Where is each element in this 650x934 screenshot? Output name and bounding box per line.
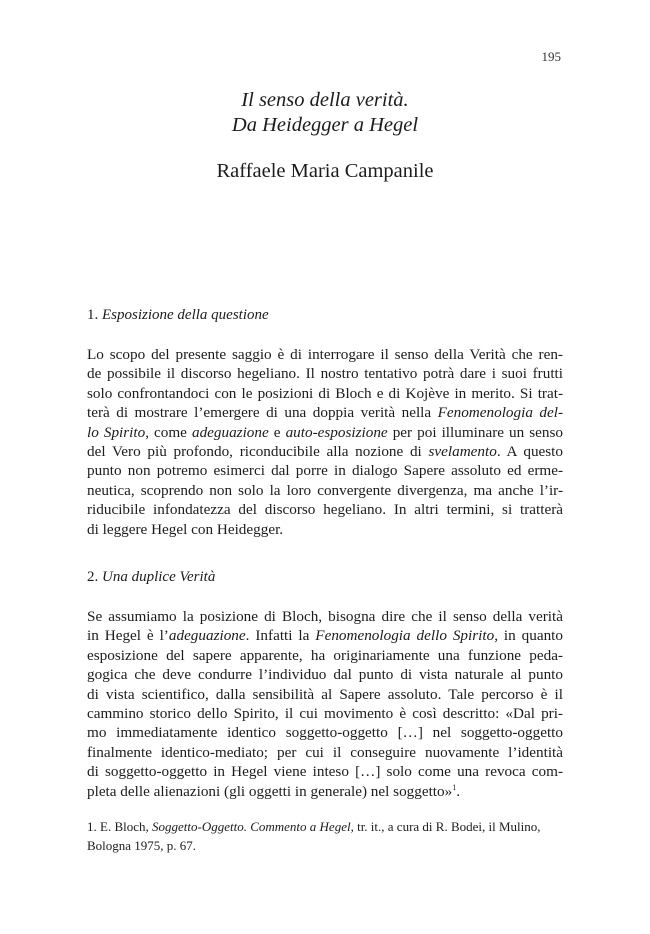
text-line: di soggetto-oggetto in Hegel viene inteso […] solo come una revoca com- bbox=[87, 763, 563, 781]
author: Raffaele Maria Campanile bbox=[216, 160, 434, 182]
section-2-paragraph bbox=[87, 607, 563, 801]
footnote bbox=[87, 817, 563, 855]
text-line: neutica, scoprendo non solo la loro convergente divergenza, ma anche l’ir- bbox=[87, 481, 563, 499]
page-number: 195 bbox=[541, 49, 561, 64]
text-line: punto non potremo esimerci dal porre in dialogo Sapere assoluto ed erme- bbox=[87, 462, 563, 480]
title-block bbox=[0, 88, 650, 184]
section-1-number: 1. bbox=[87, 307, 99, 323]
section-2-number: 2. bbox=[87, 569, 99, 585]
text-line: in Hegel è l’adeguazione. Infatti la Fenomenologia dello Spirito, in quanto bbox=[87, 627, 563, 645]
footnote-ref: 1 bbox=[452, 782, 457, 792]
footnote-line-1: 1. E. Bloch, Soggetto-Oggetto. Commento a Hegel, tr. it., a cura di R. Bodei, il Mulino, bbox=[87, 819, 541, 834]
section-2-heading bbox=[87, 567, 563, 587]
text-line: finalmente identico-mediato; per cui il conseguire nuovamente l’identità bbox=[87, 743, 563, 761]
text-line: riducibile infondatezza del discorso hegeliano. In altri termini, si tratterà bbox=[87, 501, 563, 519]
text-line: di leggere Hegel con Heidegger. bbox=[87, 520, 284, 538]
section-2-title: Una duplice Verità bbox=[102, 569, 216, 585]
section-2 bbox=[87, 567, 563, 801]
text-line: mo immediatamente identico soggetto-oggetto […] nel soggetto-oggetto bbox=[87, 724, 563, 742]
title-line-2: Da Heidegger a Hegel bbox=[231, 114, 419, 136]
text-line: solo confrontandoci con le posizioni di Bloch e di Kojève in merito. Si trat- bbox=[87, 384, 563, 402]
section-1-title: Esposizione della questione bbox=[102, 307, 269, 323]
text-line: cammino storico dello Spirito, il cui movimento è così descritto: «Dal pri- bbox=[87, 705, 563, 723]
section-1 bbox=[87, 305, 563, 539]
footnote-line-2: Bologna 1975, p. 67. bbox=[87, 838, 197, 853]
text-line: pleta delle alienazioni (gli oggetti in generale) nel soggetto»$^1$. bbox=[87, 782, 461, 800]
section-1-heading bbox=[87, 305, 563, 325]
text-line: terà di mostrare l’emergere di una doppia verità nella Fenomenologia del- bbox=[87, 404, 563, 422]
text-line: Lo scopo del presente saggio è di interrogare il senso della Verità che ren- bbox=[87, 346, 563, 363]
text-line: esposizione del sapere apparente, ha originariamente una funzione peda- bbox=[87, 646, 563, 664]
text-line: gogica che deve condurre l’individuo dal punto di vista naturale al punto bbox=[87, 666, 563, 684]
text-line: de possibile il discorso hegeliano. Il nostro tentativo potrà dare i suoi frutti bbox=[87, 365, 563, 383]
title-line-1: Il senso della verità. bbox=[241, 89, 409, 111]
text-line: Se assumiamo la posizione di Bloch, bisogna dire che il senso della verità bbox=[87, 608, 563, 625]
section-1-paragraph bbox=[87, 345, 563, 539]
text-line: di vista scientifico, dalla sensibilità al Sapere assoluto. Tale percorso è il bbox=[87, 685, 563, 703]
text-line: lo Spirito, come adeguazione e auto-esposizione per poi illuminare un senso bbox=[87, 423, 564, 441]
text-line: del Vero più profondo, riconducibile alla nozione di svelamento. A questo bbox=[87, 443, 563, 461]
